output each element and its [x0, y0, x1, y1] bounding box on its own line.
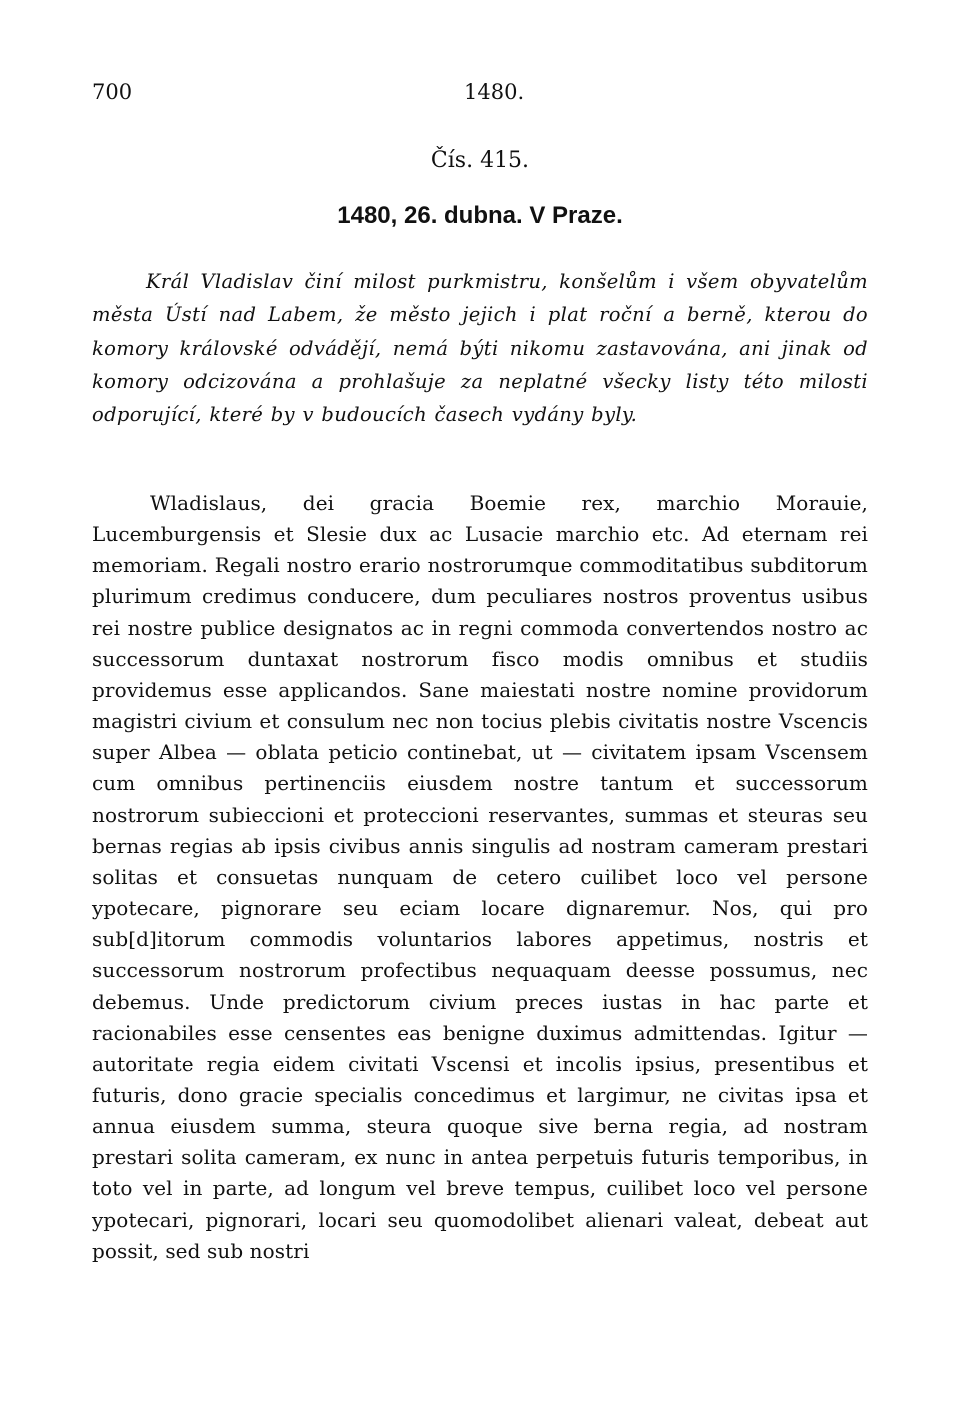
- page-number: 700: [92, 80, 133, 104]
- running-header: [92, 72, 868, 104]
- document-number: Čís. 415.: [430, 148, 530, 173]
- header-year: 1480.: [464, 80, 525, 104]
- czech-summary: Král Vladislav činí milost purkmistru, konšelům i všem obyvatelům města Ústí nad Labem, že město jejich i plat roční a berně, kterou do komory královské odvádějí, nemá býti nikomu zastavována, ani jinak od komory odcizována a prohlašuje za neplatné všecky listy této milosti odporující, které by v budoucích časech vydány byly.: [92, 270, 868, 427]
- document-page: [92, 72, 868, 1263]
- document-date-place: 1480, 26. dubna. V Praze.: [337, 202, 623, 229]
- latin-charter-text: Wladislaus, dei gracia Boemie rex, marchio Morauie, Lucemburgensis et Slesie dux ac Lusacie marchio etc. Ad eternam rei memoriam. Regali nostro erario nostrorumque commoditatibus subditorum plurimum credimus conducere, dum peculiares nostros proventus usibus rei nostre publice designatos ac in regni commoda convertendos nostro ac successorum duntaxat nostrorum fisco modis omnibus et studiis providemus esse applicandos. Sane maiestati nostre nomine providorum magistri civium et consulum nec non tocius plebis civitatis nostre Vscencis super Albea — oblata peticio continebat, ut — civitatem ipsam Vscensem cum omnibus pertinenciis eiusdem nostre tantum et successorum nostrorum subieccioni et proteccioni reservantes, summas et steuras seu bernas regias ab ipsis civibus annis singulis ad nostram cameram prestari solitas et consuetas nunquam de cetero cuilibet loco vel persone ypotecare, pignorare seu eciam locare dignaremur. Nos, qui pro sub[d]itorum commodis voluntarios labores appetimus, nostris et successorum nostrorum profectibus nequaquam deesse possumus, nec debemus. Unde predictorum civium preces iustas in hac parte et racionabiles esse censentes eas benigne duximus admittendas. Igitur — autoritate regia eidem civitati Vscensi et incolis ipsius, presentibus et futuris, dono gracie specialis concedimus et largimur, ne civitas ipsa et annua eiusdem summa, steura quoque sive berna regia, ad nostram prestari solita cameram, ex nunc in antea perpetuis futuris temporibus, in toto vel in parte, ad longum vel breve tempus, cuilibet loco vel persone ypotecari, pignorari, locari seu quomodolibet alienari valeat, debeat aut possit, sed sub nostri: [92, 491, 868, 1263]
